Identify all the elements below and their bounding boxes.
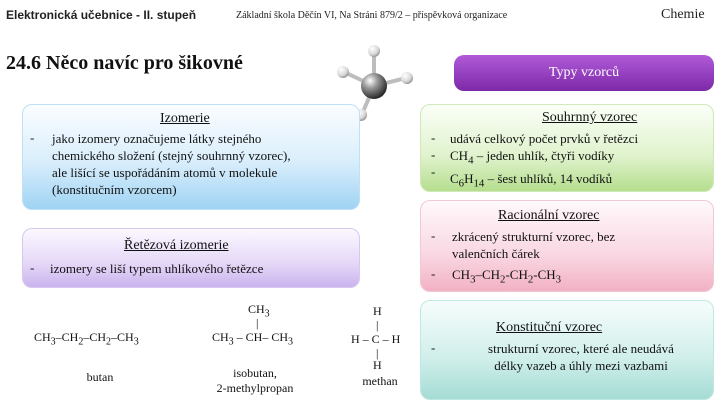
isobutan-formula: $CH_3 - CH-$ $CH_3$ (212, 330, 294, 348)
souhrnny-line-1: udává celkový počet prvků v řetězci (450, 131, 639, 146)
racionalni-line-3: $CH_3-CH_2-CH_2-CH_3$ (452, 267, 562, 286)
retezova-izomerie-box (22, 228, 360, 288)
isobutan-top: $CH_3$ (248, 302, 270, 320)
methan-bond-bottom: | (376, 346, 379, 360)
izomerie-heading: Izomerie (160, 111, 210, 126)
methan-formula: H – C – H (351, 332, 401, 346)
methan-bond-top: | (376, 318, 379, 332)
konstitucni-bullet: - (431, 340, 436, 355)
izomerie-line-3: ale lišící se uspořádáním atomů v molekule (52, 165, 278, 180)
methan-bottom-h: H (373, 358, 382, 372)
racionalni-text (452, 228, 702, 289)
formula-types-pill: Typy vzorců (454, 55, 714, 91)
page-title: 24.6 Něco navíc pro šikovné (6, 52, 243, 74)
racionalni-line-2: valenčních čárek (452, 246, 540, 261)
butan-label: butan (86, 370, 114, 384)
konstitucni-line-1: strukturní vzorec, které ale neudává (488, 341, 674, 356)
isobutan-bond: | (256, 316, 259, 330)
isobutan-label (200, 366, 310, 396)
racionalni-line-1: zkrácený strukturní vzorec, bez (452, 229, 616, 244)
retezova-heading: Řetězová izomerie (124, 238, 229, 253)
header-subject-text: Chemie (661, 7, 705, 22)
souhrnny-line-3: $C_6H_{14}$ – šest uhlíků, 14 vodíků (450, 170, 613, 190)
methan-label: methan (362, 374, 398, 388)
souhrnny-heading: Souhrnný vzorec (542, 110, 638, 125)
souhrnny-bullet-2: - (431, 147, 436, 162)
izomerie-text (52, 130, 352, 198)
racionalni-bullet-2: - (431, 266, 436, 281)
izomerie-bullet: - (30, 130, 35, 145)
retezova-bullet: - (30, 260, 35, 275)
header-bar (0, 0, 720, 32)
konstitucni-text (450, 340, 712, 374)
retezova-text: izomery se liší typem uhlíkového řetězce (50, 261, 264, 276)
isobutan-label-1: isobutan, (233, 366, 277, 380)
methan-top-h: H (373, 304, 382, 318)
souhrnny-text (450, 130, 710, 192)
racionalni-heading: Racionální vzorec (498, 208, 600, 223)
souhrnny-line-2: $CH_4$ – jeden uhlík, čtyři vodíky (450, 148, 615, 167)
racionalni-bullet-1: - (431, 228, 436, 243)
butan-formula: $CH_3-CH_2-CH_2-CH_3$ (34, 330, 139, 348)
header-left-text: Elektronická učebnice - II. stupeň (6, 8, 197, 22)
konstitucni-heading: Konstituční vzorec (496, 320, 603, 335)
izomerie-line-4: (konstitučním vzorcem) (52, 182, 177, 197)
header-school-text: Základní škola Děčín VI, Na Stráni 879/2 – příspěvková organizace (236, 10, 508, 21)
izomerie-line-2: chemického složení (stejný souhrnný vzorec), (52, 148, 291, 163)
konstitucni-line-2: délky vazeb a úhly mezi vazbami (494, 358, 668, 373)
souhrnny-bullet-3: - (431, 164, 436, 179)
izomerie-line-1: jako izomery označujeme látky stejného (52, 131, 262, 146)
souhrnny-bullet-1: - (431, 130, 436, 145)
isobutan-label-2: 2-methylpropan (216, 381, 294, 395)
